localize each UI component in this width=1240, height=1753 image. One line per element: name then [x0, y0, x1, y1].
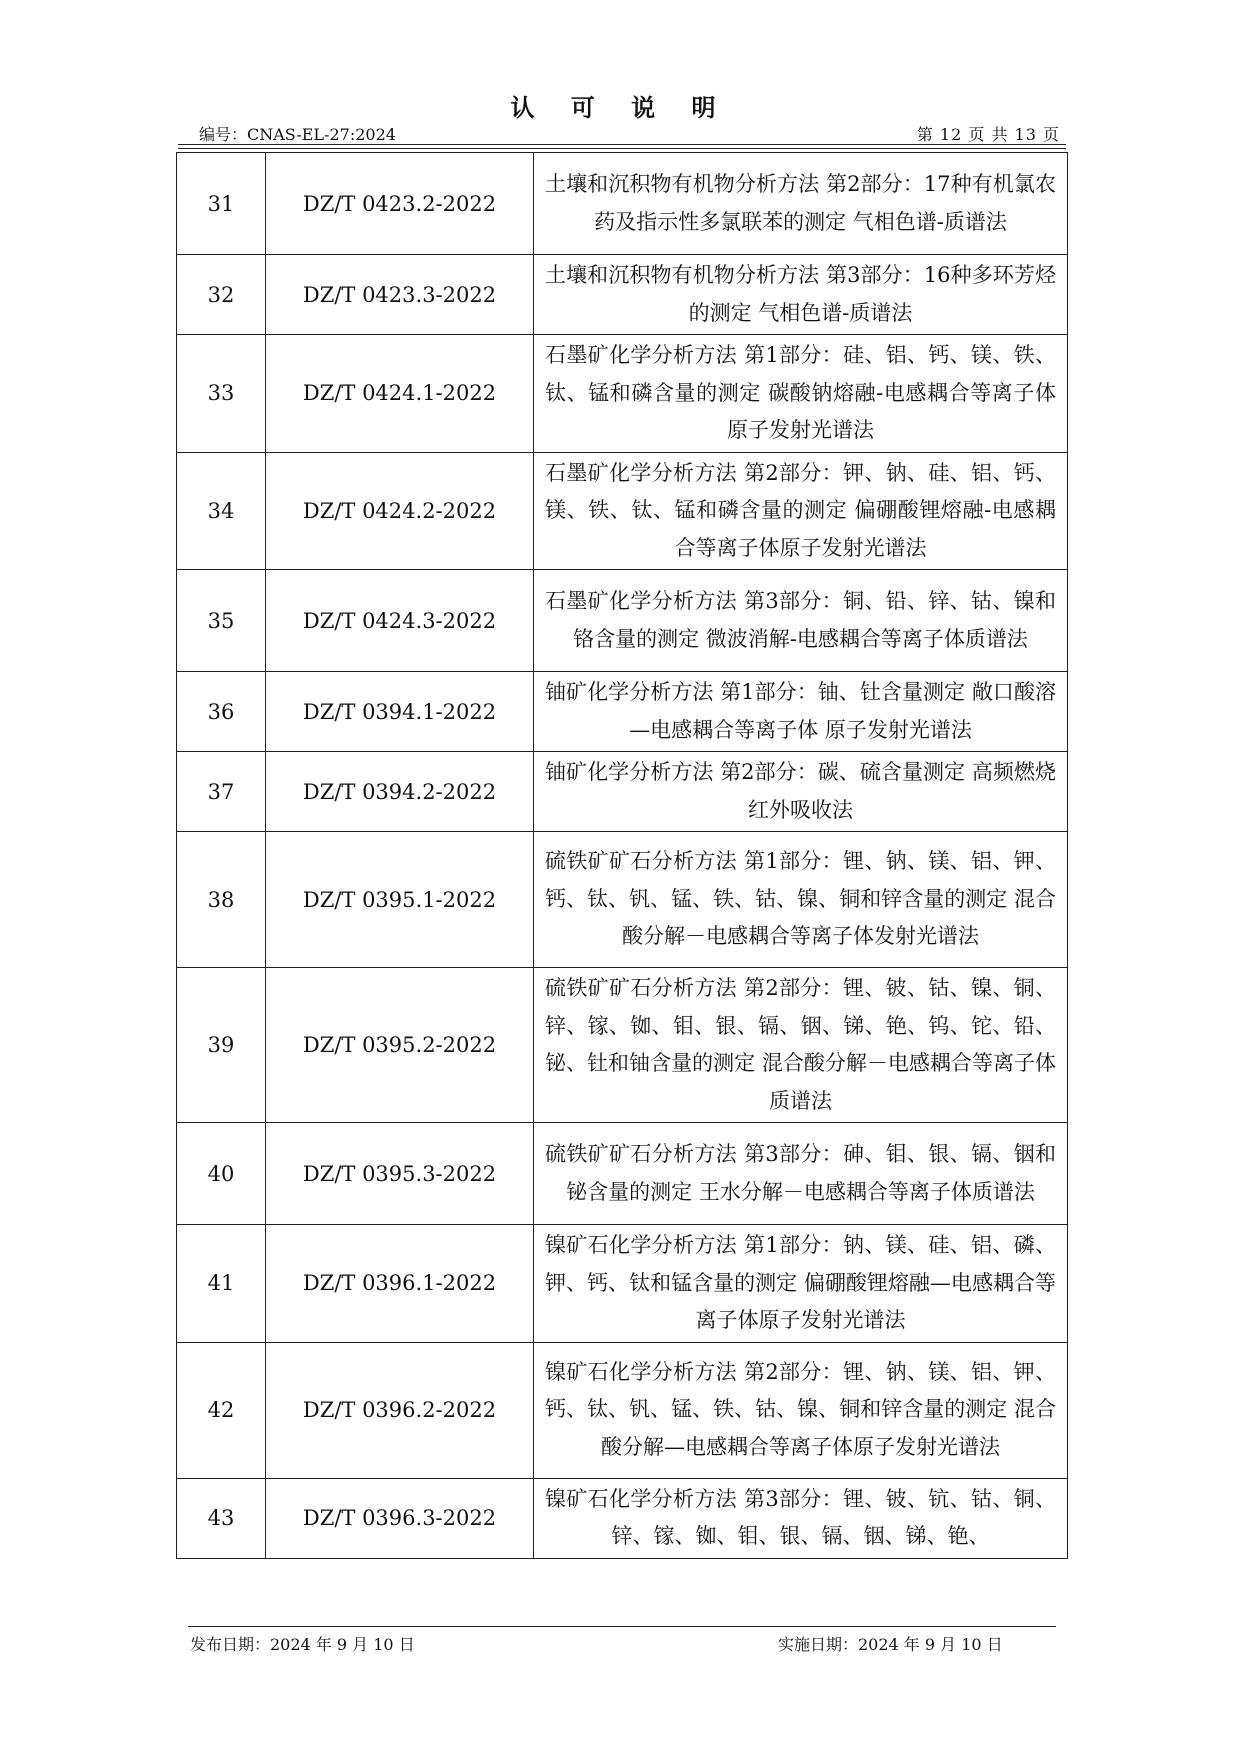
table-row	[177, 570, 1068, 672]
row-number: 42	[177, 1342, 266, 1478]
document-number: 编号：CNAS-EL-27:2024	[199, 125, 396, 144]
document-title: 认 可 说 明	[510, 93, 730, 122]
standard-name: 土壤和沉积物有机物分析方法 第3部分：16种多环芳烃的测定 气相色谱-质谱法	[534, 255, 1068, 335]
row-number: 33	[177, 335, 266, 453]
standard-name: 石墨矿化学分析方法 第1部分：硅、铝、钙、镁、铁、钛、锰和磷含量的测定 碳酸钠熔融-电感耦合等离子体原子发射光谱法	[534, 335, 1068, 453]
table-row	[177, 672, 1068, 752]
table-row	[177, 752, 1068, 832]
standard-code: DZ/T 0395.2-2022	[266, 968, 534, 1123]
table-row	[177, 1225, 1068, 1343]
standard-code: DZ/T 0423.3-2022	[266, 255, 534, 335]
standard-name: 硫铁矿矿石分析方法 第2部分：锂、铍、钴、镍、铜、锌、镓、铷、钼、银、镉、铟、锑、铯、钨、铊、铅、铋、钍和铀含量的测定 混合酸分解－电感耦合等离子体质谱法	[534, 968, 1068, 1123]
standard-name: 石墨矿化学分析方法 第2部分：钾、钠、硅、铝、钙、镁、铁、钛、锰和磷含量的测定 偏硼酸锂熔融-电感耦合等离子体原子发射光谱法	[534, 452, 1068, 570]
standard-name: 镍矿石化学分析方法 第2部分：锂、钠、镁、铝、钾、钙、钛、钒、锰、铁、钴、镍、铜和锌含量的测定 混合酸分解—电感耦合等离子体原子发射光谱法	[534, 1342, 1068, 1478]
row-number: 35	[177, 570, 266, 672]
table-row	[177, 968, 1068, 1123]
effective-date: 实施日期：2024 年 9 月 10 日	[778, 1635, 1003, 1654]
standard-code: DZ/T 0396.1-2022	[266, 1225, 534, 1343]
standard-code: DZ/T 0424.3-2022	[266, 570, 534, 672]
table-row	[177, 255, 1068, 335]
row-number: 36	[177, 672, 266, 752]
row-number: 32	[177, 255, 266, 335]
row-number: 39	[177, 968, 266, 1123]
table-row	[177, 153, 1068, 255]
standards-table	[176, 152, 1068, 1559]
row-number: 41	[177, 1225, 266, 1343]
standard-name: 镍矿石化学分析方法 第3部分：锂、铍、钪、钴、铜、锌、镓、铷、钼、银、镉、铟、锑、铯、	[534, 1478, 1068, 1558]
standard-name: 土壤和沉积物有机物分析方法 第2部分：17种有机氯农药及指示性多氯联苯的测定 气相色谱-质谱法	[534, 153, 1068, 255]
footer-rule	[188, 1626, 1056, 1627]
standard-code: DZ/T 0396.2-2022	[266, 1342, 534, 1478]
table-row	[177, 832, 1068, 968]
standard-code: DZ/T 0424.1-2022	[266, 335, 534, 453]
standard-code: DZ/T 0394.2-2022	[266, 752, 534, 832]
table-row	[177, 1478, 1068, 1558]
table-row	[177, 1342, 1068, 1478]
standard-name: 硫铁矿矿石分析方法 第1部分：锂、钠、镁、铝、钾、钙、钛、钒、锰、铁、钴、镍、铜和锌含量的测定 混合酸分解－电感耦合等离子体发射光谱法	[534, 832, 1068, 968]
standard-code: DZ/T 0395.1-2022	[266, 832, 534, 968]
row-number: 31	[177, 153, 266, 255]
row-number: 37	[177, 752, 266, 832]
standard-code: DZ/T 0396.3-2022	[266, 1478, 534, 1558]
standard-name: 镍矿石化学分析方法 第1部分：钠、镁、硅、铝、磷、钾、钙、钛和锰含量的测定 偏硼酸锂熔融—电感耦合等离子体原子发射光谱法	[534, 1225, 1068, 1343]
table-row	[177, 452, 1068, 570]
row-number: 40	[177, 1123, 266, 1225]
table-row	[177, 1123, 1068, 1225]
row-number: 38	[177, 832, 266, 968]
publish-date: 发布日期：2024 年 9 月 10 日	[190, 1635, 415, 1654]
standard-code: DZ/T 0423.2-2022	[266, 153, 534, 255]
standard-name: 硫铁矿矿石分析方法 第3部分：砷、钼、银、镉、铟和铋含量的测定 王水分解－电感耦合等离子体质谱法	[534, 1123, 1068, 1225]
standard-name: 石墨矿化学分析方法 第3部分：铜、铅、锌、钴、镍和铬含量的测定 微波消解-电感耦合等离子体质谱法	[534, 570, 1068, 672]
standard-code: DZ/T 0395.3-2022	[266, 1123, 534, 1225]
standard-code: DZ/T 0424.2-2022	[266, 452, 534, 570]
row-number: 34	[177, 452, 266, 570]
header-rule	[178, 144, 1066, 145]
page-indicator: 第 12 页 共 13 页	[916, 125, 1060, 144]
standard-code: DZ/T 0394.1-2022	[266, 672, 534, 752]
standard-name: 铀矿化学分析方法 第2部分：碳、硫含量测定 高频燃烧红外吸收法	[534, 752, 1068, 832]
standard-name: 铀矿化学分析方法 第1部分：铀、钍含量测定 敞口酸溶—电感耦合等离子体 原子发射光谱法	[534, 672, 1068, 752]
header-rule-thin	[178, 148, 1066, 149]
table-row	[177, 335, 1068, 453]
row-number: 43	[177, 1478, 266, 1558]
